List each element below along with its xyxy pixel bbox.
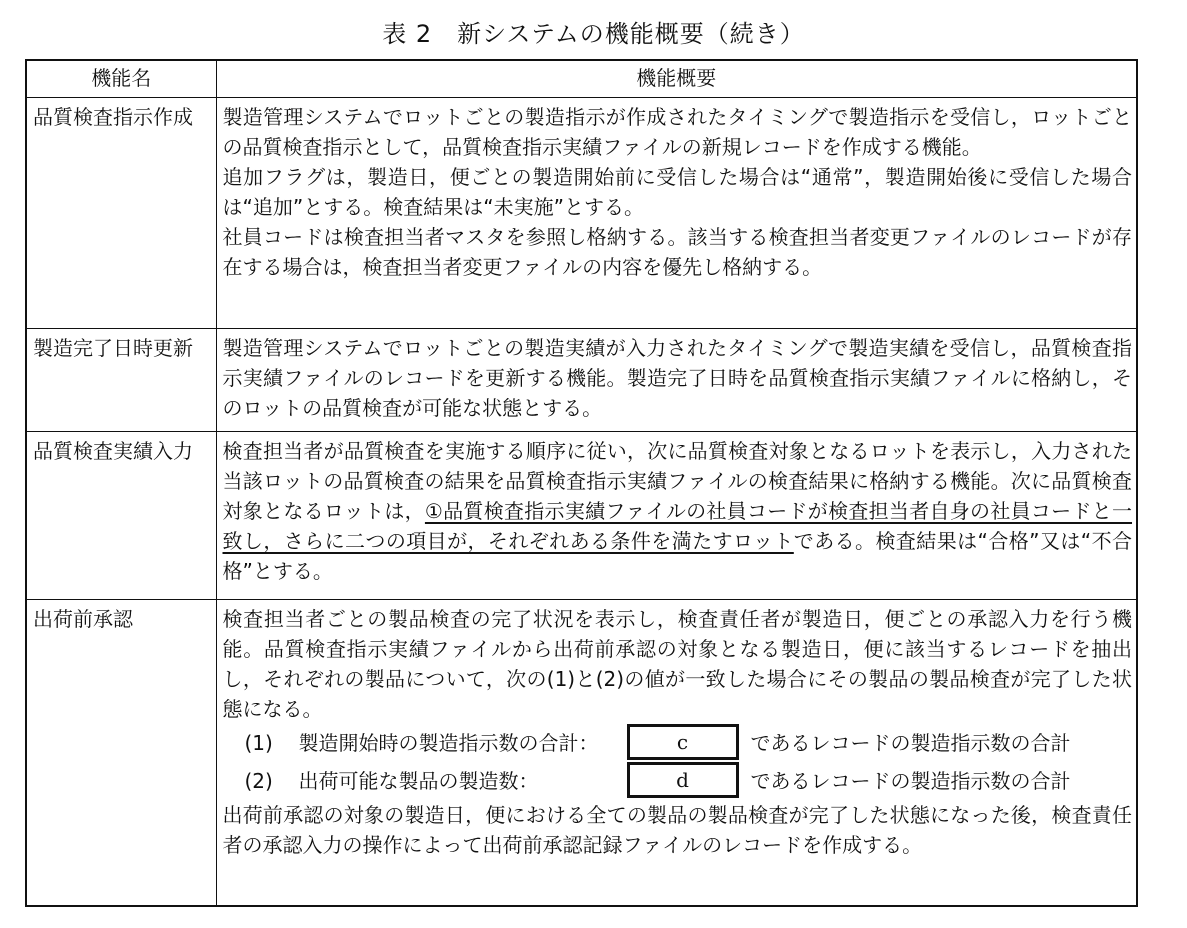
underlined-condition-1: ①品質検査指示実績ファイルの社員コードが検査担当者自身の社員コードと一致し，さらに二つの項目が，それぞれある条件を満たすロット (222, 499, 1133, 553)
function-overview-cell (216, 432, 1137, 600)
item-tail-text: であるレコードの製造指示数の合計 (750, 769, 1071, 793)
function-overview-cell (216, 329, 1137, 432)
overview-paragraph: 検査担当者ごとの製品検査の完了状況を表示し，検査責任者が製造日，便ごとの承認入力を行う機能。品質検査指示実績ファイルから出荷前承認の対象となる製造日，便に該当するレコードを抽出し，それぞれの製品について，次の(1)と(2)の値が一致した場合にその製品の製品検査が完了した状態になる。 (222, 607, 1132, 721)
table-row (26, 98, 1137, 329)
blank-box-c: c (627, 724, 739, 760)
overview-paragraph: 製造管理システムでロットごとの製造実績が入力されたタイミングで製造実績を受信し，品質検査指示実績ファイルのレコードを更新する機能。製造完了日時を品質検査指示実績ファイルに格納し，そのロットの品質検査が可能な状態とする。 (222, 336, 1132, 420)
function-name-cell: 製造完了日時更新 (26, 329, 216, 432)
table-header-row (26, 60, 1137, 98)
condition-item-1 (223, 724, 1133, 762)
overview-text: 検査担当者が品質検査を実施する順序に従い，次に品質検査対象となるロットを表示し，入力された当該ロットの品質検査の結果を品質検査指示実績ファイルの検査結果に格納する機能。次に品質検査対象となるロットは， (222, 439, 1132, 523)
overview-paragraph (223, 436, 1133, 586)
overview-paragraph: 追加フラグは，製造日，便ごとの製造開始前に受信した場合は“通常”，製造開始後に受信した場合は“追加”とする。検査結果は“未実施”とする。 (222, 165, 1132, 219)
table-row (26, 432, 1137, 600)
function-name-cell: 品質検査実績入力 (26, 432, 216, 600)
item-number: (1) (244, 731, 273, 755)
item-label: 製造開始時の製造指示数の合計： (298, 731, 599, 755)
function-overview-cell (216, 98, 1137, 329)
overview-paragraph: 製造管理システムでロットごとの製造指示が作成されたタイミングで製造指示を受信し，ロットごとの品質検査指示として，品質検査指示実績ファイルの新規レコードを作成する機能。 (222, 105, 1132, 159)
overview-paragraph: 社員コードは検査担当者マスタを参照し格納する。該当する検査担当者変更ファイルのレコードが存在する場合は，検査担当者変更ファイルの内容を優先し格納する。 (222, 225, 1132, 279)
column-header-function-overview: 機能概要 (216, 60, 1137, 98)
condition-item-2 (223, 762, 1133, 800)
overview-text: である。検査結果は“合格”又は“不合格”とする。 (222, 529, 1132, 583)
function-name-cell: 品質検査指示作成 (26, 98, 216, 329)
function-name-cell: 出荷前承認 (26, 600, 216, 906)
function-overview-table (25, 59, 1138, 907)
table-row (26, 329, 1137, 432)
blank-box-d: d (627, 762, 739, 798)
table-row (26, 600, 1137, 906)
column-header-function-name: 機能名 (26, 60, 216, 98)
table-caption: 表 2 新システムの機能概要（続き） (382, 20, 805, 48)
item-tail-text: であるレコードの製造指示数の合計 (750, 731, 1071, 755)
item-number: (2) (244, 769, 273, 793)
overview-paragraph: 出荷前承認の対象の製造日，便における全ての製品の製品検査が完了した状態になった後，検査責任者の承認入力の操作によって出荷前承認記録ファイルのレコードを作成する。 (222, 803, 1132, 857)
function-overview-cell (216, 600, 1137, 906)
item-label: 出荷可能な製品の製造数： (298, 769, 539, 793)
